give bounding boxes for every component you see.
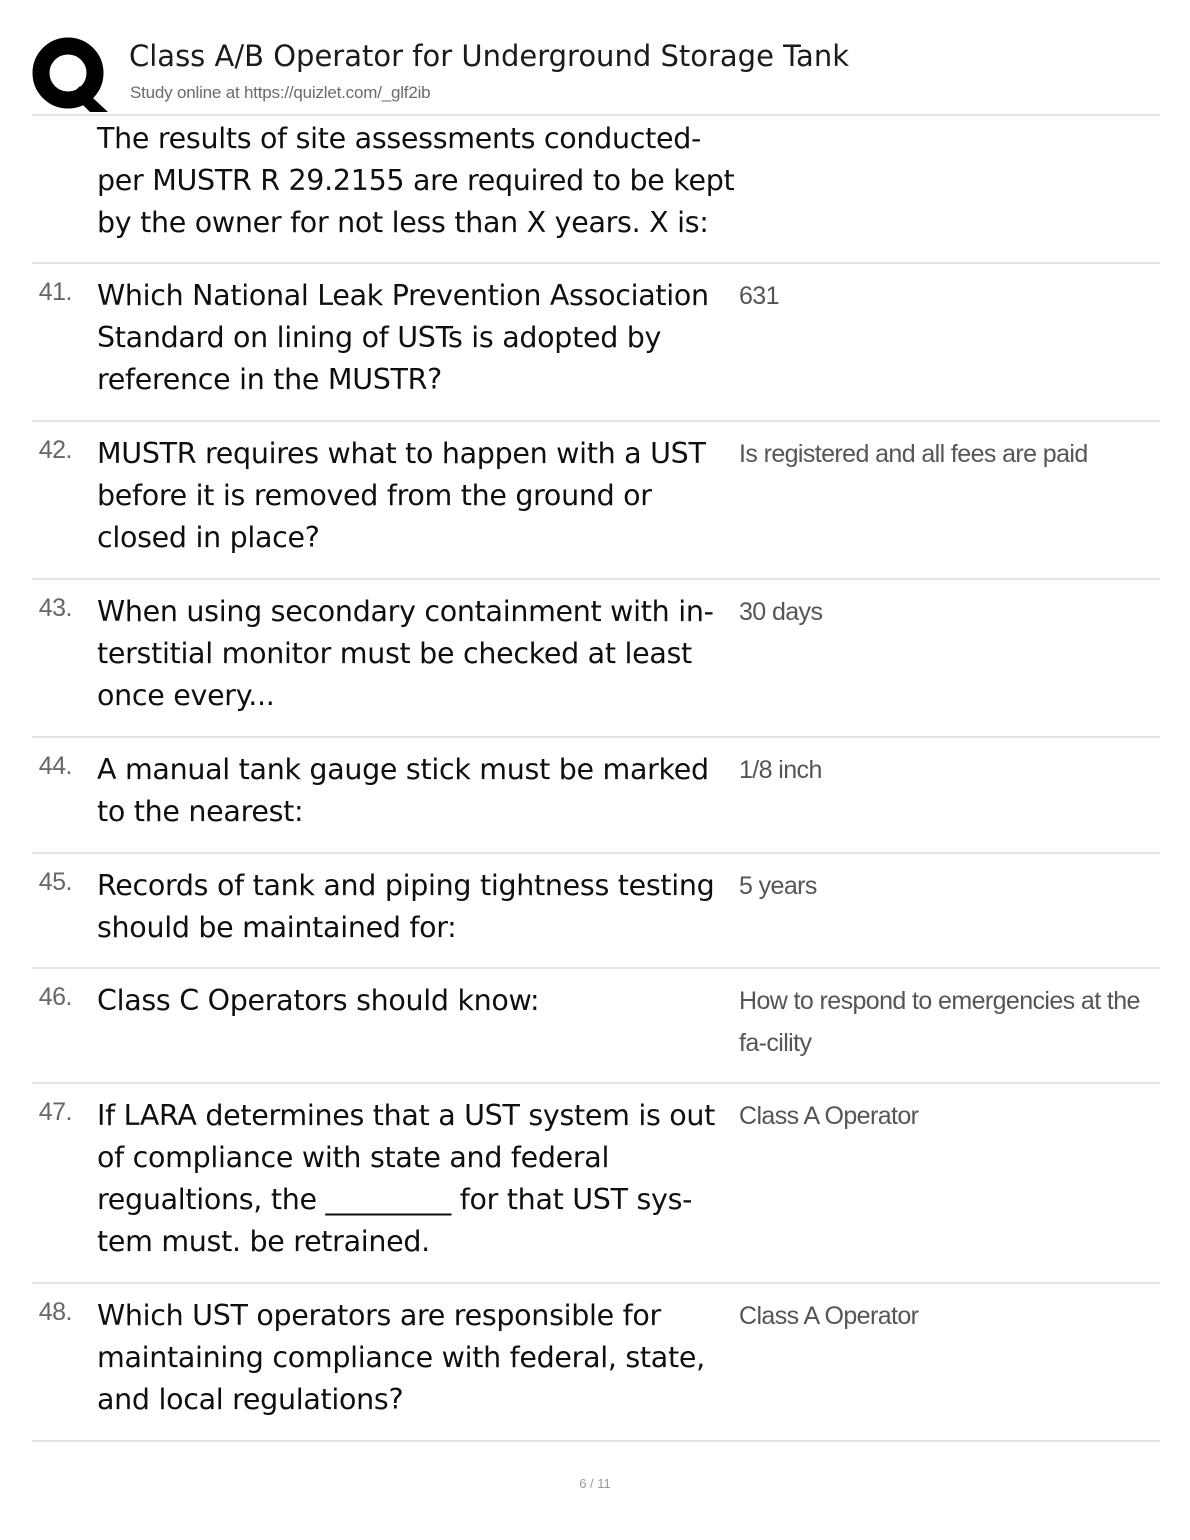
card-term: Which National Leak Prevention Association Standard on lining of USTs is adopted by reference in the MUSTR? bbox=[97, 279, 709, 396]
card-definition: Class A Operator bbox=[739, 1302, 919, 1330]
flashcard-row bbox=[32, 738, 1160, 854]
card-definition: 631 bbox=[739, 282, 779, 310]
card-number: 42. bbox=[38, 436, 72, 464]
card-term bbox=[97, 118, 737, 244]
card-definition: 5 years bbox=[739, 872, 817, 900]
card-number: 43. bbox=[38, 594, 72, 622]
card-term: A manual tank gauge stick must be marked to the nearest: bbox=[97, 753, 709, 828]
card-term-text: The results of site assessments conducted-per MUSTR R 29.2155 are required to be kept by the owner for not less than X years. X is: bbox=[97, 122, 735, 239]
card-term: Class C Operators should know: bbox=[97, 984, 540, 1017]
document-title: Class A/B Operator for Underground Storage Tank bbox=[129, 39, 849, 73]
flashcard-row bbox=[32, 1284, 1160, 1442]
card-term: Records of tank and piping tightness testing should be maintained for: bbox=[97, 869, 715, 944]
flashcard-row bbox=[32, 969, 1160, 1084]
flashcard-row bbox=[32, 854, 1160, 969]
card-number: 46. bbox=[38, 983, 72, 1011]
card-number: 47. bbox=[38, 1098, 72, 1126]
flashcard-row bbox=[32, 116, 1160, 264]
quizlet-logo-icon bbox=[32, 36, 110, 112]
card-term: Which UST operators are responsible for maintaining compliance with federal, state, and local regulations? bbox=[97, 1299, 705, 1416]
card-number: 48. bbox=[38, 1298, 72, 1326]
card-number: 45. bbox=[38, 868, 72, 896]
flashcard-list bbox=[32, 116, 1160, 1442]
card-term: MUSTR requires what to happen with a UST before it is removed from the ground or closed in place? bbox=[97, 437, 706, 554]
flashcard-row bbox=[32, 1084, 1160, 1284]
card-number: 41. bbox=[38, 278, 72, 306]
card-definition: 1/8 inch bbox=[739, 756, 822, 784]
card-term: When using secondary containment with in-terstitial monitor must be checked at least once every... bbox=[97, 595, 714, 712]
card-definition: Class A Operator bbox=[739, 1102, 919, 1130]
study-online-link[interactable]: Study online at https://quizlet.com/_glf2ib bbox=[130, 83, 431, 102]
card-number: 44. bbox=[38, 752, 72, 780]
page-header bbox=[32, 30, 1162, 114]
page-number: 6 / 11 bbox=[579, 1476, 611, 1491]
card-definition: 30 days bbox=[739, 598, 823, 626]
card-definition: Is registered and all fees are paid bbox=[739, 440, 1088, 468]
flashcard-row bbox=[32, 264, 1160, 422]
card-definition: How to respond to emergencies at the fa-cility bbox=[739, 987, 1140, 1057]
card-term: If LARA determines that a UST system is out of compliance with state and federal regualtions, the _________ for that UST sys-tem must. be retrained. bbox=[97, 1099, 716, 1258]
flashcard-row bbox=[32, 580, 1160, 738]
flashcard-row bbox=[32, 422, 1160, 580]
